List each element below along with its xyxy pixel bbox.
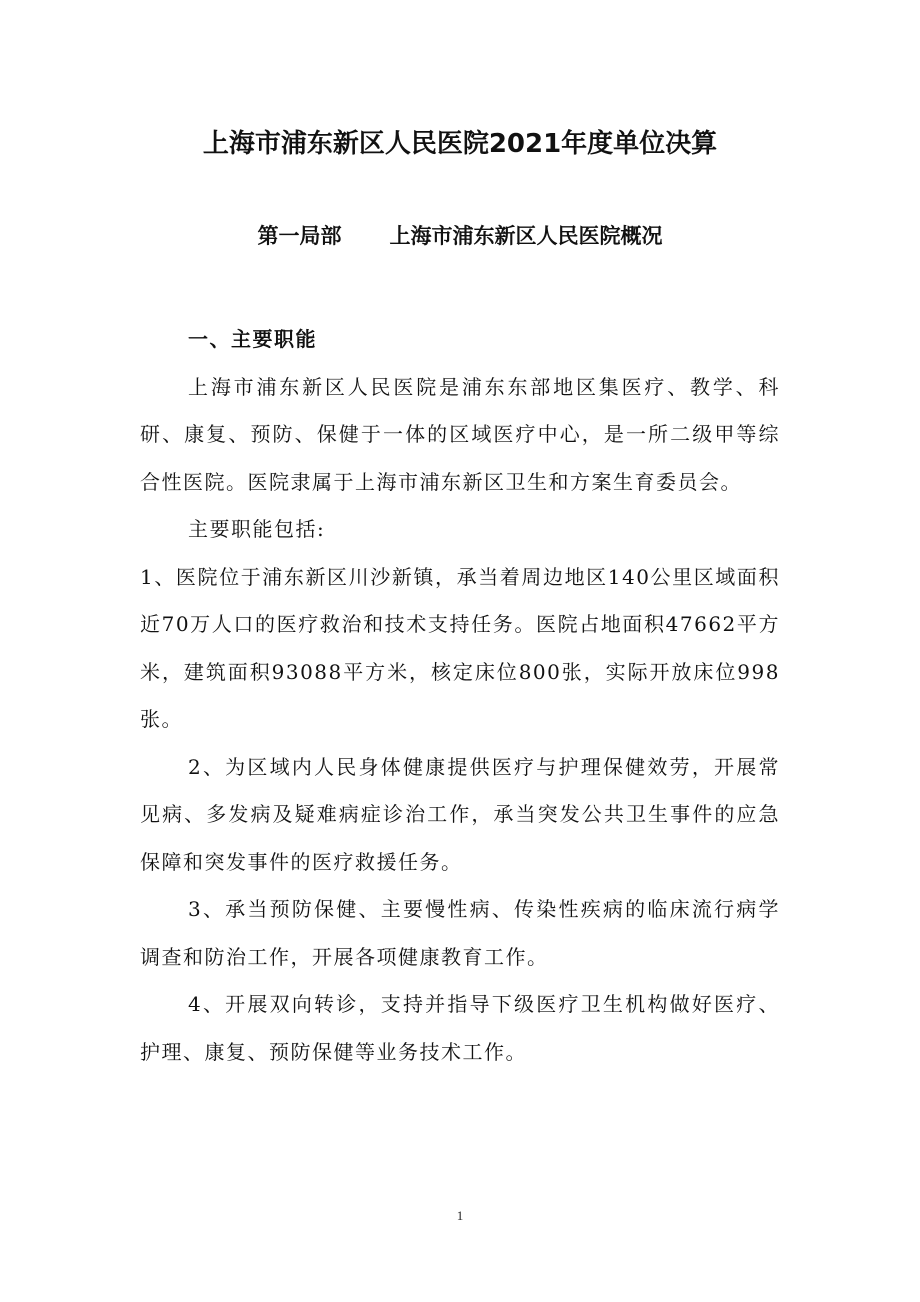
page-number: 1 bbox=[456, 1208, 464, 1223]
paragraph-intro: 上海市浦东新区人民医院是浦东东部地区集医疗、教学、科研、康复、预防、保健于一体的区域医疗中心，是一所二级甲等综合性医院。医院隶属于上海市浦东新区卫生和方案生育委员会。 bbox=[140, 374, 780, 494]
document-title: 上海市浦东新区人民医院2021年度单位决算 bbox=[202, 129, 718, 159]
paragraph-functions-lead: 主要职能包括: bbox=[188, 517, 326, 541]
paragraph-item-2: 2、为区域内人民身体健康提供医疗与护理保健效劳，开展常见病、多发病及疑难病症诊治工作，承当突发公共卫生事件的应急保障和突发事件的医疗救援任务。 bbox=[140, 754, 780, 874]
section-heading: 一、主要职能 bbox=[188, 327, 317, 351]
part-title: 上海市浦东新区人民医院概况 bbox=[389, 224, 663, 248]
paragraph-item-1: 1、医院位于浦东新区川沙新镇，承当着周边地区140公里区域面积近70万人口的医疗救治和技术支持任务。医院占地面积47662平方米，建筑面积93088平方米，核定床位800张，实际开放床位998张。 bbox=[140, 564, 780, 731]
document-body bbox=[140, 316, 780, 1076]
part-label: 第一局部 bbox=[257, 224, 342, 248]
paragraph-item-3: 3、承当预防保健、主要慢性病、传染性疾病的临床流行病学调查和防治工作，开展各项健康教育工作。 bbox=[140, 897, 780, 969]
paragraph-item-4: 4、开展双向转诊，支持并指导下级医疗卫生机构做好医疗、护理、康复、预防保健等业务技术工作。 bbox=[140, 992, 780, 1064]
section-part-heading bbox=[0, 218, 920, 254]
